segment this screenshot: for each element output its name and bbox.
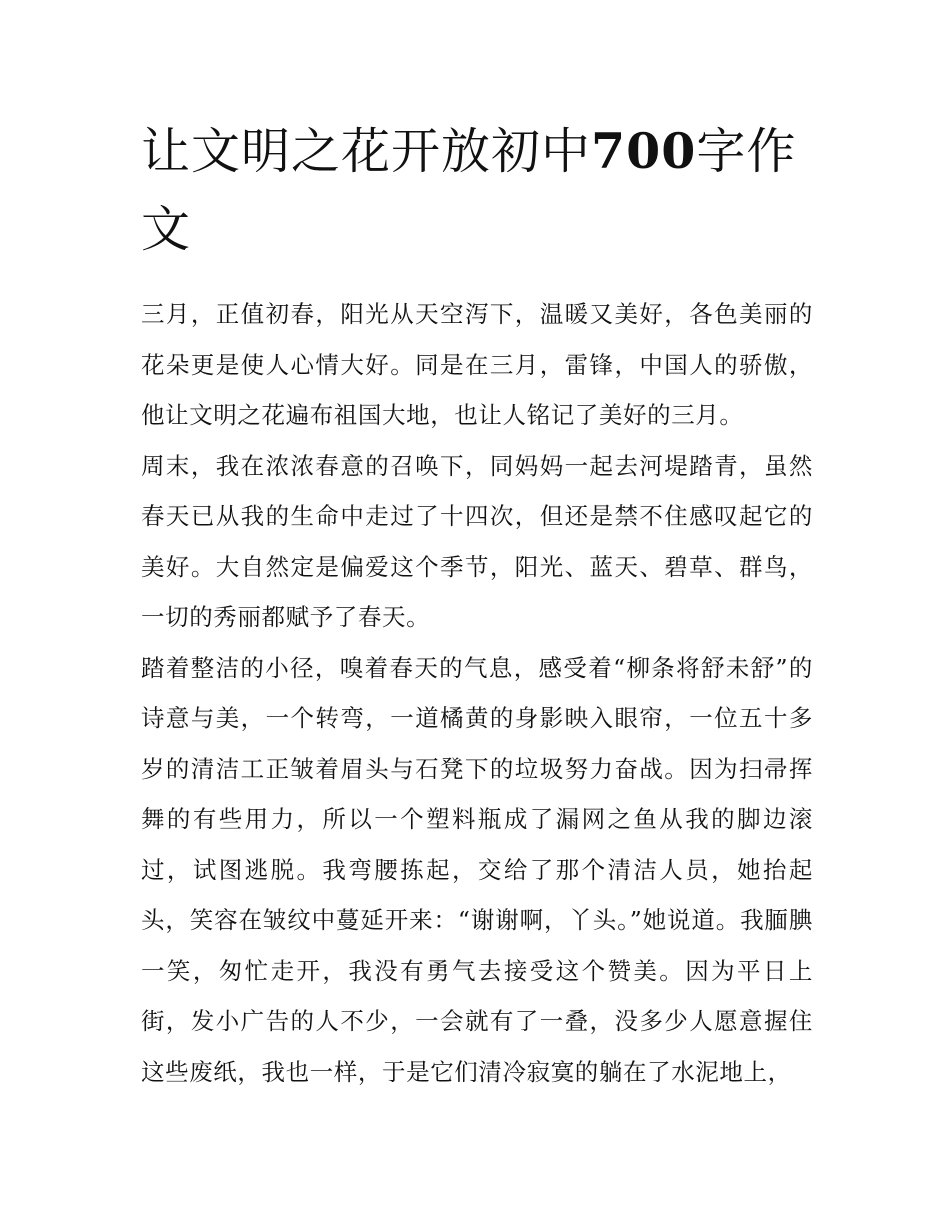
title-text-part2: 字作文 — [141, 123, 797, 258]
title-text-part1: 让文明之花开放初中 — [141, 123, 592, 180]
title-number: 700 — [591, 122, 697, 180]
document-title — [141, 112, 813, 269]
paragraph-1: 三月，正值初春，阳光从天空泻下，温暖又美好，各色美丽的花朵更是使人心情大好。同是在三月，雷锋，中国人的骄傲，他让文明之花遍布祖国大地，也让人铭记了美好的三月。 — [141, 300, 813, 429]
document-page — [141, 112, 813, 1097]
paragraph-3: 踏着整洁的小径，嗅着春天的气息，感受着“柳条将舒未舒”的诗意与美，一个转弯，一道橘黄的身影映入眼帘，一位五十多岁的清洁工正皱着眉头与石凳下的垃圾努力奋战。因为扫帚挥舞的有些用力，所以一个塑料瓶成了漏网之鱼从我的脚边滚过，试图逃脱。我弯腰拣起，交给了那个清洁人员，她抬起头，笑容在皱纹中蔓延开来：“谢谢啊，丫头。”她说道。我腼腆一笑，匆忙走开，我没有勇气去接受这个赞美。因为平日上街，发小广告的人不少，一会就有了一叠，没多少人愿意握住这些废纸，我也一样，于是它们清冷寂寞的躺在了水泥地上， — [141, 653, 813, 1086]
document-body — [141, 289, 813, 1097]
paragraph-2: 周末，我在浓浓春意的召唤下，同妈妈一起去河堤踏青，虽然春天已从我的生命中走过了十四次，但还是禁不住感叹起它的美好。大自然定是偏爱这个季节，阳光、蓝天、碧草、群鸟，一切的秀丽都赋予了春天。 — [141, 451, 813, 631]
